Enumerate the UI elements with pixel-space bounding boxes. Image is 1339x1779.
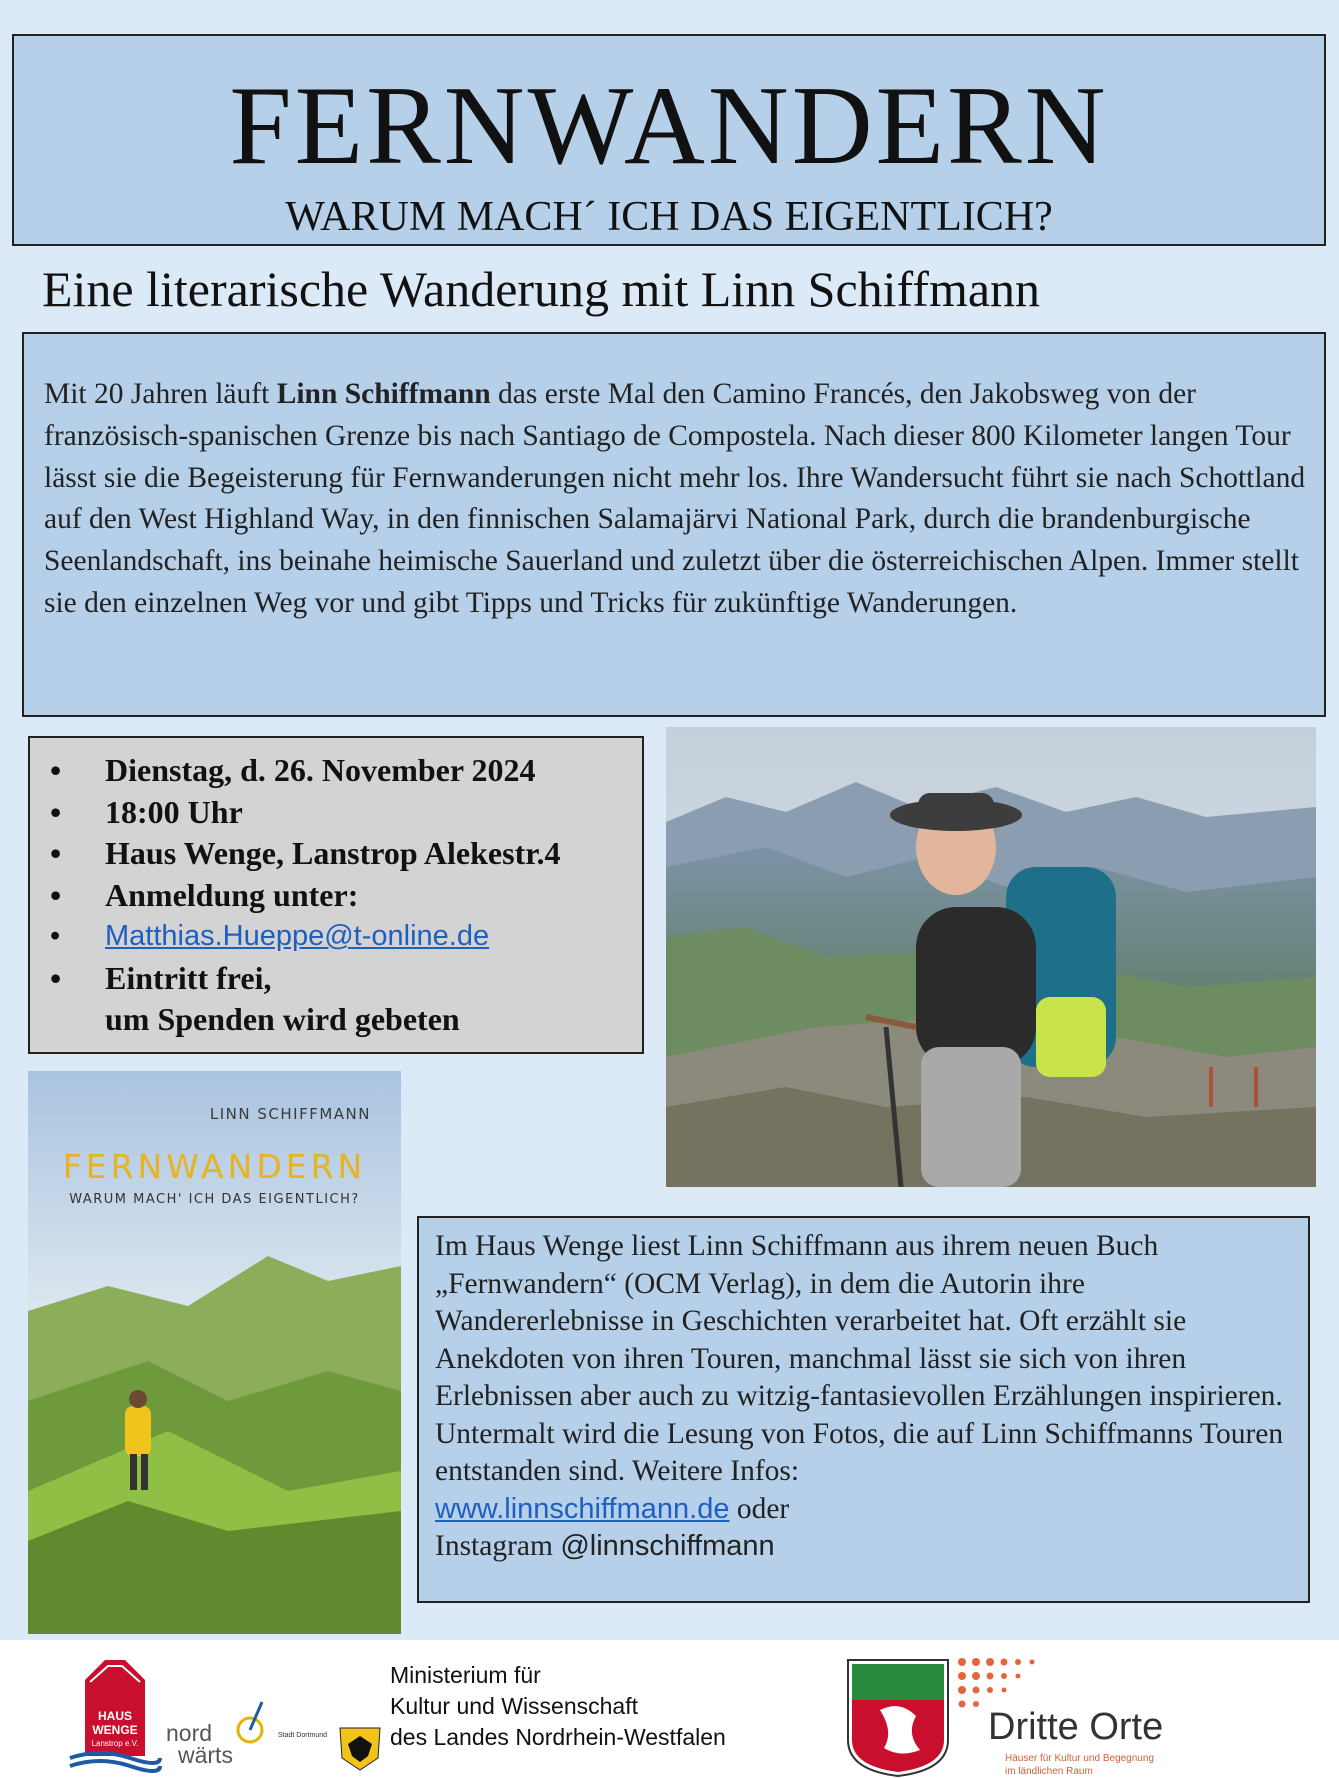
haus-wenge-logo bbox=[70, 1660, 160, 1771]
book-author: LINN SCHIFFMANN bbox=[209, 1105, 371, 1123]
title-box bbox=[12, 34, 1326, 246]
footer-logos bbox=[0, 1640, 1339, 1779]
event-details-list bbox=[50, 750, 642, 1041]
book-subtitle: WARUM MACH' ICH DAS EIGENTLICH? bbox=[69, 1192, 360, 1207]
donation-text: um Spenden wird gebeten bbox=[105, 1001, 460, 1037]
bullet: • bbox=[50, 835, 62, 871]
bullet: • bbox=[50, 793, 62, 830]
ministry-line-1: Ministerium für bbox=[390, 1662, 541, 1688]
haus-wenge-logo-line-3: Lanstrop e.V. bbox=[91, 1739, 139, 1748]
intro-box bbox=[22, 332, 1326, 717]
event-date-text: Dienstag, d. 26. November 2024 bbox=[105, 752, 536, 788]
page-title: FERNWANDERN bbox=[229, 64, 1109, 188]
page-subtitle: WARUM MACH´ ICH DAS EIGENTLICH? bbox=[285, 194, 1053, 240]
bullet: • bbox=[50, 876, 62, 913]
or-text: oder bbox=[729, 1492, 790, 1525]
event-date bbox=[50, 750, 642, 792]
event-details-box bbox=[28, 736, 644, 1054]
instagram-handle: @linnschiffmann bbox=[560, 1530, 775, 1562]
reading-description-box bbox=[417, 1216, 1310, 1603]
bullet: • bbox=[50, 959, 62, 996]
dritte-orte-subtext bbox=[1005, 1752, 1154, 1778]
nordwaerts-text-nord: nord bbox=[166, 1720, 213, 1746]
ministry-line-3: des Landes Nordrhein-Westfalen bbox=[390, 1724, 726, 1750]
dortmund-eagle-icon bbox=[340, 1728, 380, 1770]
reading-text: Im Haus Wenge liest Linn Schiffmann aus ihrem neuen Buch „Fernwandern“ (OCM Verlag), in dem die Autorin ihre Wandererlebnisse in Geschichten verarbeitet hat. Oft erzählt sie Anekdoten von ihren Touren, manchmal lässt sie sich von ihren Erlebnissen aber auch zu witzig-fantasievollen Erzählungen inspirieren. Untermalt wird die Lesung von Fotos, die auf Linn Schiffmanns Touren entstanden sind. Weitere Infos: bbox=[435, 1230, 1284, 1487]
dritte-orte-dots-icon bbox=[958, 1658, 1035, 1708]
book-cover bbox=[28, 1071, 401, 1634]
instagram-label: Instagram bbox=[435, 1530, 561, 1562]
website-link[interactable]: www.linnschiffmann.de bbox=[435, 1492, 730, 1525]
event-subtitle: Eine literarische Wanderung mit Linn Schiffmann bbox=[42, 261, 1041, 317]
event-location bbox=[50, 833, 642, 875]
instagram-line bbox=[435, 1528, 1294, 1566]
ministry-logo-text bbox=[390, 1660, 726, 1753]
intro-text-rest: das erste Mal den Camino Francés, den Jakobsweg von der französisch-spanischen Grenze bis nach Santiago de Compostela. Nach dieser 800 Kilometer langen Tour lässt sie die Begeisterung für Fernwanderungen nicht mehr los. Ihre Wandersucht führt sie nach Schottland auf den West Highland Way, in den finnischen Salamajärvi National Park, durch die brandenburgische Seenlandschaft, ins beinahe heimische Sauerland und zuletzt über die österreichischen Alpen. Immer stellt sie den einzelnen Weg vor und gibt Tipps und Tricks für zukünftige Wanderungen. bbox=[44, 378, 1306, 619]
email-link[interactable]: Matthias.Hueppe@t-online.de bbox=[105, 920, 490, 952]
ministry-line-2: Kultur und Wissenschaft bbox=[390, 1693, 639, 1719]
hiker-photo bbox=[666, 727, 1316, 1187]
registration-label bbox=[50, 875, 642, 917]
entry-text: Eintritt frei, bbox=[105, 959, 272, 996]
dritte-orte-logo-text: Dritte Orte bbox=[988, 1706, 1164, 1748]
intro-text bbox=[44, 374, 1306, 625]
stadt-dortmund-label: Stadt Dortmund bbox=[278, 1732, 328, 1739]
nordwaerts-text-waerts: wärts bbox=[178, 1742, 233, 1768]
bullet: • bbox=[50, 752, 62, 788]
nordwaerts-logo bbox=[238, 1702, 262, 1742]
haus-wenge-logo-line-1: HAUS bbox=[97, 1709, 133, 1723]
bullet: • bbox=[50, 920, 61, 952]
website-line bbox=[435, 1491, 1294, 1529]
book-title: FERNWANDERN bbox=[62, 1147, 367, 1186]
author-name: Linn Schiffmann bbox=[276, 378, 491, 410]
entry-info bbox=[50, 958, 642, 1041]
hiker-photo-image bbox=[666, 727, 1316, 1187]
nrw-coat-of-arms-icon bbox=[848, 1660, 948, 1776]
registration-email bbox=[50, 916, 642, 958]
haus-wenge-logo-line-2: WENGE bbox=[92, 1723, 138, 1737]
event-location-text: Haus Wenge, Lanstrop Alekestr.4 bbox=[105, 835, 561, 871]
dritte-orte-subtext-line-1: Häuser für Kultur und Begegnung bbox=[1005, 1753, 1154, 1764]
event-time bbox=[50, 792, 642, 834]
event-time-text: 18:00 Uhr bbox=[105, 793, 243, 830]
registration-label-text: Anmeldung unter: bbox=[105, 876, 359, 913]
dritte-orte-subtext-line-2: im ländlichen Raum bbox=[1005, 1766, 1093, 1777]
intro-text-start: Mit 20 Jahren läuft bbox=[44, 378, 277, 410]
